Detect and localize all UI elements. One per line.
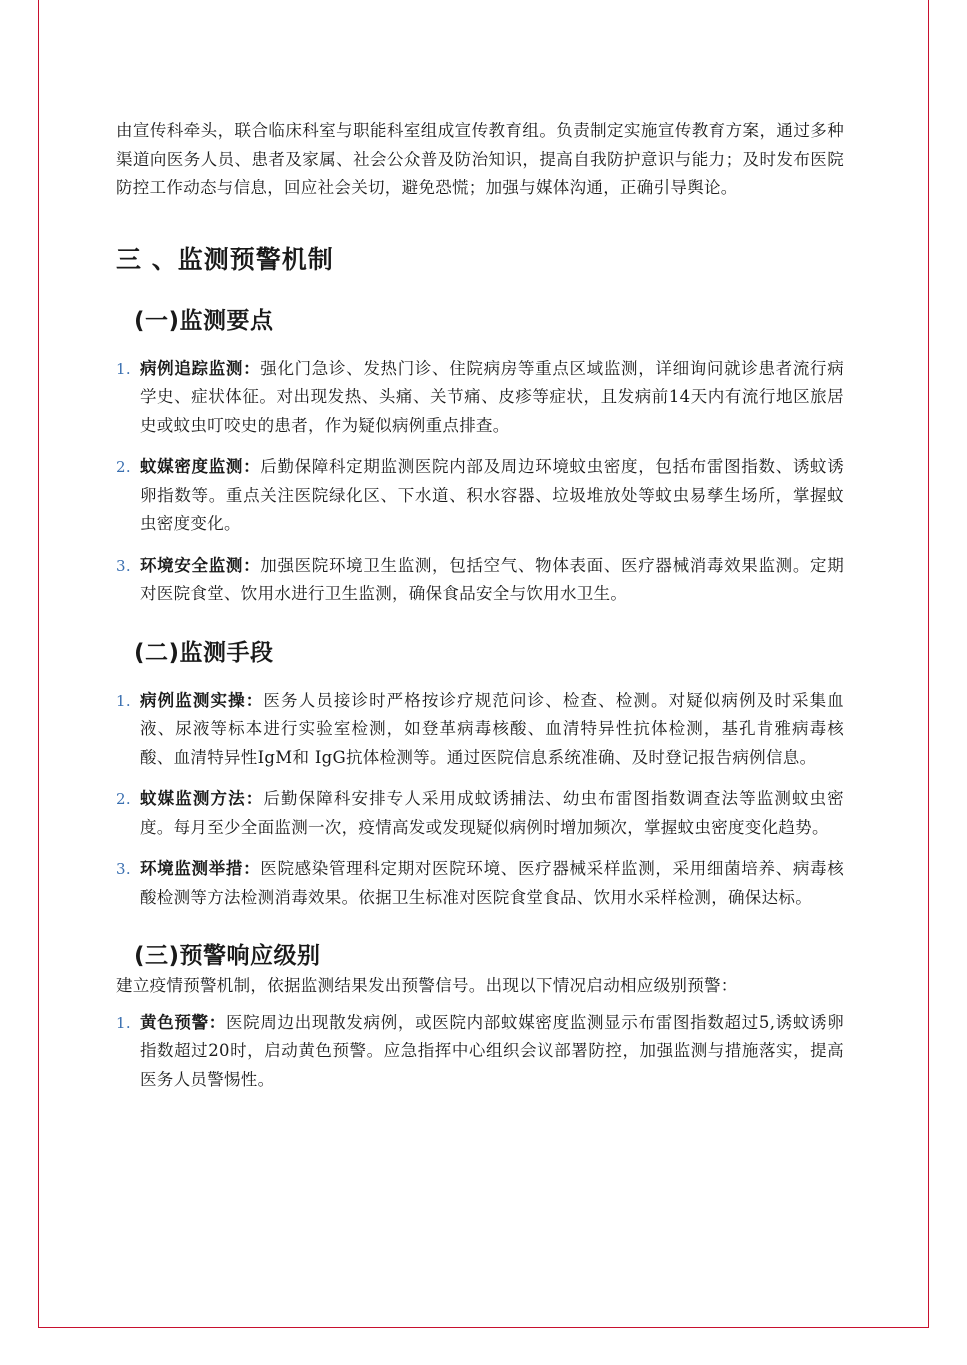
list-term: 环境安全监测： [140,555,261,575]
list-item [116,453,844,539]
list-item [116,785,844,842]
list-text: 医务人员接诊时严格按诊疗规范问诊、检查、检测。对疑似病例及时采集血液、尿液等标本进行实验室检测，如登革病毒核酸、血清特异性抗体检测，基孔肯雅病毒核酸、血清特异性IgM和 IgG抗体检测等。通过医院信息系统准确、及时登记报告病例信息。 [140,690,844,767]
list-number: 1. [116,359,131,378]
list-text: 强化门急诊、发热门诊、住院病房等重点区域监测，详细询问就诊患者流行病学史、症状体征。对出现发热、头痛、关节痛、皮疹等症状，且发病前14天内有流行地区旅居史或蚊虫叮咬史的患者，作为疑似病例重点排查。 [140,358,844,435]
list-term: 病例监测实操： [140,690,264,710]
list-number: 2. [116,458,131,476]
list-text: 后勤保障科安排专人采用成蚊诱捕法、幼虫布雷图指数调查法等监测蚊虫密度。每月至少全面监测一次，疫情高发或发现疑似病例时增加频次，掌握蚊虫密度变化趋势。 [140,789,844,837]
list-term: 环境监测举措： [140,859,261,878]
list-number: 1. [116,691,131,710]
list-item [116,1009,844,1095]
list-term: 病例追踪监测： [140,358,261,378]
list-text: 加强医院环境卫生监测，包括空气、物体表面、医疗器械消毒效果监测。定期对医院食堂、饮用水进行卫生监测，确保食品安全与饮用水卫生。 [140,555,844,603]
list-item [116,355,844,441]
section-heading: 三 、监测预警机制 [116,244,334,274]
intro-paragraph: 由宣传科牵头，联合临床科室与职能科室组成宣传教育组。负责制定实施宣传教育方案，通过多种渠道向医务人员、患者及家属、社会公众普及防治知识，提高自我防护意识与能力；及时发布医院防控工作动态与信息，回应社会关切，避免恐慌；加强与媒体沟通，正确引导舆论。 [116,121,844,197]
list-item [116,552,844,609]
subsection-heading-monitoring-points: (一)监测要点 [134,307,274,334]
list-term: 蚊媒密度监测： [140,457,261,476]
list-term: 蚊媒监测方法： [140,789,264,808]
list-item [116,687,844,773]
monitoring-methods-list [116,687,844,913]
list-term: 黄色预警： [140,1012,226,1032]
list-text: 医院周边出现散发病例，或医院内部蚊媒密度监测显示布雷图指数超过5,诱蚊诱卵指数超过20时，启动黄色预警。应急指挥中心组织会议部署防控，加强监测与措施落实，提高医务人员警惕性。 [140,1012,845,1089]
list-number: 1. [116,1013,131,1032]
warning-levels-list [116,1009,844,1095]
list-item [116,855,844,912]
monitoring-points-list [116,355,844,609]
subsection-heading-monitoring-methods: (二)监测手段 [134,639,274,666]
list-number: 3. [116,860,131,878]
list-text: 后勤保障科定期监测医院内部及周边环境蚊虫密度，包括布雷图指数、诱蚊诱卵指数等。重点关注医院绿化区、下水道、积水容器、垃圾堆放处等蚊虫易孳生场所，掌握蚊虫密度变化。 [140,457,844,533]
list-number: 3. [116,556,131,575]
list-text: 医院感染管理科定期对医院环境、医疗器械采样监测，采用细菌培养、病毒核酸检测等方法检测消毒效果。依据卫生标准对医院食堂食品、饮用水采样检测，确保达标。 [140,859,844,907]
warning-intro-paragraph: 建立疫情预警机制，依据监测结果发出预警信号。出现以下情况启动相应级别预警： [116,976,738,995]
list-number: 2. [116,790,131,808]
subsection-heading-warning-levels: (三)预警响应级别 [134,943,321,969]
document-body [116,117,844,1107]
